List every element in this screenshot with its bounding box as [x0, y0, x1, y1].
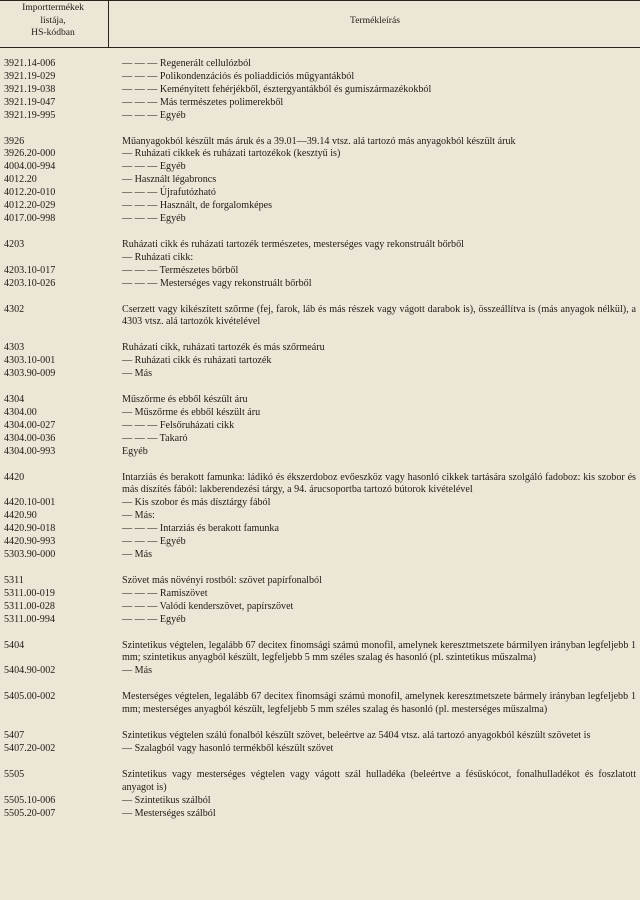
table-row: [0, 691, 640, 717]
table-row: [0, 136, 640, 149]
hs-code: 5404.90-002: [4, 665, 56, 677]
table-row: [0, 575, 640, 588]
hs-code: 5303.90-000: [4, 549, 56, 560]
product-description: Szintetikus végtelen szálú fonalból készült szövet, beleértve az 5404 vtsz. alá tartozó anyagokból készült szövetet is: [122, 730, 591, 742]
hs-code: 4420: [4, 471, 25, 483]
product-description: Szövet más növényi rostból: szövet papírfonalból: [122, 574, 322, 586]
table-row: [0, 97, 640, 110]
product-description: — Műszőrme és ebből készült áru: [122, 406, 261, 418]
table-row: [0, 769, 640, 795]
table-row: [0, 71, 640, 84]
header-code-line: HS-kódban: [31, 27, 75, 38]
table-row: [0, 588, 640, 601]
product-description: — Más:: [122, 510, 155, 522]
hs-code: 5407: [4, 730, 25, 742]
table-header: [0, 0, 640, 48]
group-spacer: [0, 717, 640, 730]
hs-code: 3926: [4, 135, 25, 147]
hs-code: 3921.14-006: [4, 58, 56, 69]
hs-code: 5407.20-002: [4, 742, 56, 754]
table-row: [0, 614, 640, 627]
hs-code: 5505.20-007: [4, 807, 56, 819]
product-description: — Szalagból vagy hasonló termékből készült szövet: [122, 742, 334, 754]
product-description: — — — Újrafutózható: [122, 187, 216, 199]
table-row: [0, 213, 640, 226]
product-description: Szintetikus végtelen, legalább 67 decitex finomsági számú monofil, amelynek keresztmetszete bármilyen irányban legfeljebb 1 mm; szintetikus anyagból készült, legfeljebb 5 mm széles szalag és hasonló (pl. szintetikus műszalma): [122, 639, 636, 664]
table-row: [0, 394, 640, 407]
product-description: Ruházati cikk és ruházati tartozék természetes, mesterséges vagy rekonstruált bőrből: [122, 238, 464, 250]
product-description: Cserzett vagy kikészített szőrme (fej, farok, láb és más részek vagy vágott darabok is), összeállítva is (más anyagok nélkül), a 4303 vtsz. alá tartozók kivételével: [122, 303, 636, 328]
table-row: [0, 187, 640, 200]
table-row: [0, 472, 640, 498]
product-description: Egyéb: [122, 445, 148, 457]
hs-code: 4012.20-029: [4, 200, 56, 212]
product-description: — Mesterséges szálból: [122, 807, 216, 819]
hs-code: 4420.90-993: [4, 536, 56, 548]
product-description: — Használt légabroncs: [122, 174, 217, 186]
hs-code: 5405.00-002: [4, 691, 56, 703]
group-spacer: [0, 627, 640, 640]
product-description: Intarziás és berakott famunka: ládikó és ékszerdoboz evőeszköz vagy hasonló cikkek tartására szolgáló fadoboz: kis szobor és más díszítés fából: lakberendezési tárgy, a 94. árucsoportba tartozó bútorok kivételével: [122, 471, 636, 496]
product-description: — — — Regenerált cellulózból: [122, 58, 251, 69]
product-description: — Más: [122, 549, 153, 560]
product-description: — — — Természetes bőrből: [122, 264, 239, 276]
table-row: [0, 174, 640, 187]
hs-code: 5311.00-994: [4, 613, 55, 625]
product-description: — Ruházati cikk:: [122, 251, 194, 263]
hs-code: 3921.19-047: [4, 96, 56, 108]
table-row: [0, 510, 640, 523]
product-description: — — — Polikondenzációs és poliaddiciós műgyantákból: [122, 70, 355, 82]
table-body: [0, 58, 640, 821]
hs-code: 4203.10-026: [4, 277, 56, 289]
table-row: [0, 433, 640, 446]
hs-code: 4420.90-018: [4, 523, 56, 535]
table-row: [0, 743, 640, 756]
product-description: Mesterséges végtelen, legalább 67 decitex finomsági számú monofil, amelynek keresztmetszete bármely irányban legfeljebb 1 mm; mesterséges anyagból készült, legfeljebb 5 mm széles szalag és hasonló (pl. mesterséges műszalma): [122, 691, 636, 716]
table-row: [0, 161, 640, 174]
table-row: [0, 665, 640, 678]
product-description: — — — Más természetes polimerekből: [122, 96, 284, 108]
table-row: [0, 58, 640, 71]
table-row: [0, 808, 640, 821]
table-row: [0, 148, 640, 161]
table-row: [0, 640, 640, 666]
hs-code: 4303: [4, 342, 25, 354]
group-spacer: [0, 123, 640, 136]
hs-code: 4012.20: [4, 174, 37, 186]
hs-code: 4420.90: [4, 510, 37, 522]
hs-code: 4004.00-994: [4, 161, 56, 173]
header-code-column: [0, 2, 106, 40]
product-description: — Más: [122, 665, 153, 677]
table-row: [0, 265, 640, 278]
hs-code: 4303.10-001: [4, 355, 56, 367]
product-description: — — — Ramiszövet: [122, 587, 208, 599]
table-row: [0, 110, 640, 123]
product-description: — — — Egyéb: [122, 161, 186, 173]
product-description: Ruházati cikk, ruházati tartozék és más szőrmeáru: [122, 342, 325, 354]
product-description: — — — Egyéb: [122, 212, 186, 224]
product-description: — — — Használt, de forgalomképes: [122, 200, 273, 212]
hs-code: 4012.20-010: [4, 187, 56, 199]
hs-code: 4303.90-009: [4, 368, 56, 380]
product-description: Műanyagokból készült más áruk és a 39.01—39.14 vtsz. alá tartozó más anyagokból készült áruk: [122, 135, 516, 147]
header-code-line: listája,: [40, 14, 66, 26]
header-code-line: Importtermékek: [22, 2, 84, 13]
group-spacer: [0, 562, 640, 575]
group-spacer: [0, 381, 640, 394]
hs-code: 4304.00-036: [4, 432, 56, 444]
hs-code: 5505.10-006: [4, 794, 56, 806]
table-row: [0, 239, 640, 252]
hs-code: 3921.19-029: [4, 70, 56, 82]
hs-code: [0, 252, 122, 265]
hs-code: 4304.00: [4, 406, 37, 418]
table-row: [0, 446, 640, 459]
table-row: [0, 84, 640, 97]
product-description: Műszőrme és ebből készült áru: [122, 394, 248, 406]
hs-code: 3921.19-995: [4, 109, 56, 121]
table-row: [0, 200, 640, 213]
header-description-column: Termékleírás: [350, 15, 400, 26]
product-description: — Szintetikus szálból: [122, 794, 211, 806]
header-divider: [108, 1, 109, 47]
product-description: — — — Takaró: [122, 432, 188, 444]
hs-code: 3921.19-038: [4, 83, 56, 95]
table-row: [0, 278, 640, 291]
table-row: [0, 304, 640, 330]
table-row: [0, 342, 640, 355]
group-spacer: [0, 459, 640, 472]
product-description: — — — Egyéb: [122, 613, 186, 625]
table-row: [0, 601, 640, 614]
product-description: — — — Keményített fehérjékből, észtergyantákból és gumiszármazékokból: [122, 83, 432, 95]
product-description: — Kis szobor és más dísztárgy fából: [122, 497, 271, 509]
hs-code: 4203.10-017: [4, 264, 56, 276]
hs-code: 4304: [4, 394, 25, 406]
table-row: [0, 420, 640, 433]
product-description: — Ruházati cikkek és ruházati tartozékok (kesztyű is): [122, 148, 341, 160]
group-spacer: [0, 291, 640, 304]
hs-code: 5404: [4, 639, 25, 651]
group-spacer: [0, 756, 640, 769]
group-spacer: [0, 226, 640, 239]
hs-code: 3926.20-000: [4, 148, 56, 160]
hs-code: 4304.00-993: [4, 445, 56, 457]
hs-code: 5311.00-019: [4, 587, 55, 599]
table-row: [0, 497, 640, 510]
table-row: [0, 407, 640, 420]
product-description: — — — Felsőruházati cikk: [122, 419, 235, 431]
product-description: — Más: [122, 368, 153, 380]
hs-code: 4420.10-001: [4, 497, 56, 509]
hs-code: 5505: [4, 768, 25, 780]
table-row: [0, 536, 640, 549]
table-row: [0, 795, 640, 808]
table-row: [0, 730, 640, 743]
product-description: — — — Intarziás és berakott famunka: [122, 523, 279, 535]
table-row: [0, 549, 640, 562]
table-row: [0, 368, 640, 381]
product-description: Szintetikus vagy mesterséges végtelen vagy vágott szál hulladéka (beleértve a fésűskócot, fonalhulladékot és foszlatott anyagot is): [122, 768, 636, 793]
product-description: — — — Egyéb: [122, 536, 186, 548]
hs-code: 5311: [4, 574, 24, 586]
table-row: [0, 252, 640, 265]
table-row: [0, 355, 640, 368]
group-spacer: [0, 329, 640, 342]
hs-code: 5311.00-028: [4, 600, 55, 612]
hs-code: 4203: [4, 238, 25, 250]
hs-code: 4304.00-027: [4, 419, 56, 431]
group-spacer: [0, 678, 640, 691]
product-description: — Ruházati cikk és ruházati tartozék: [122, 355, 272, 367]
hs-code: 4017.00-998: [4, 212, 56, 224]
product-description: — — — Egyéb: [122, 109, 186, 121]
product-description: — — — Mesterséges vagy rekonstruált bőrből: [122, 277, 312, 289]
hs-code: 4302: [4, 303, 25, 315]
table-row: [0, 523, 640, 536]
product-description: — — — Valódi kenderszövet, papírszövet: [122, 600, 294, 612]
